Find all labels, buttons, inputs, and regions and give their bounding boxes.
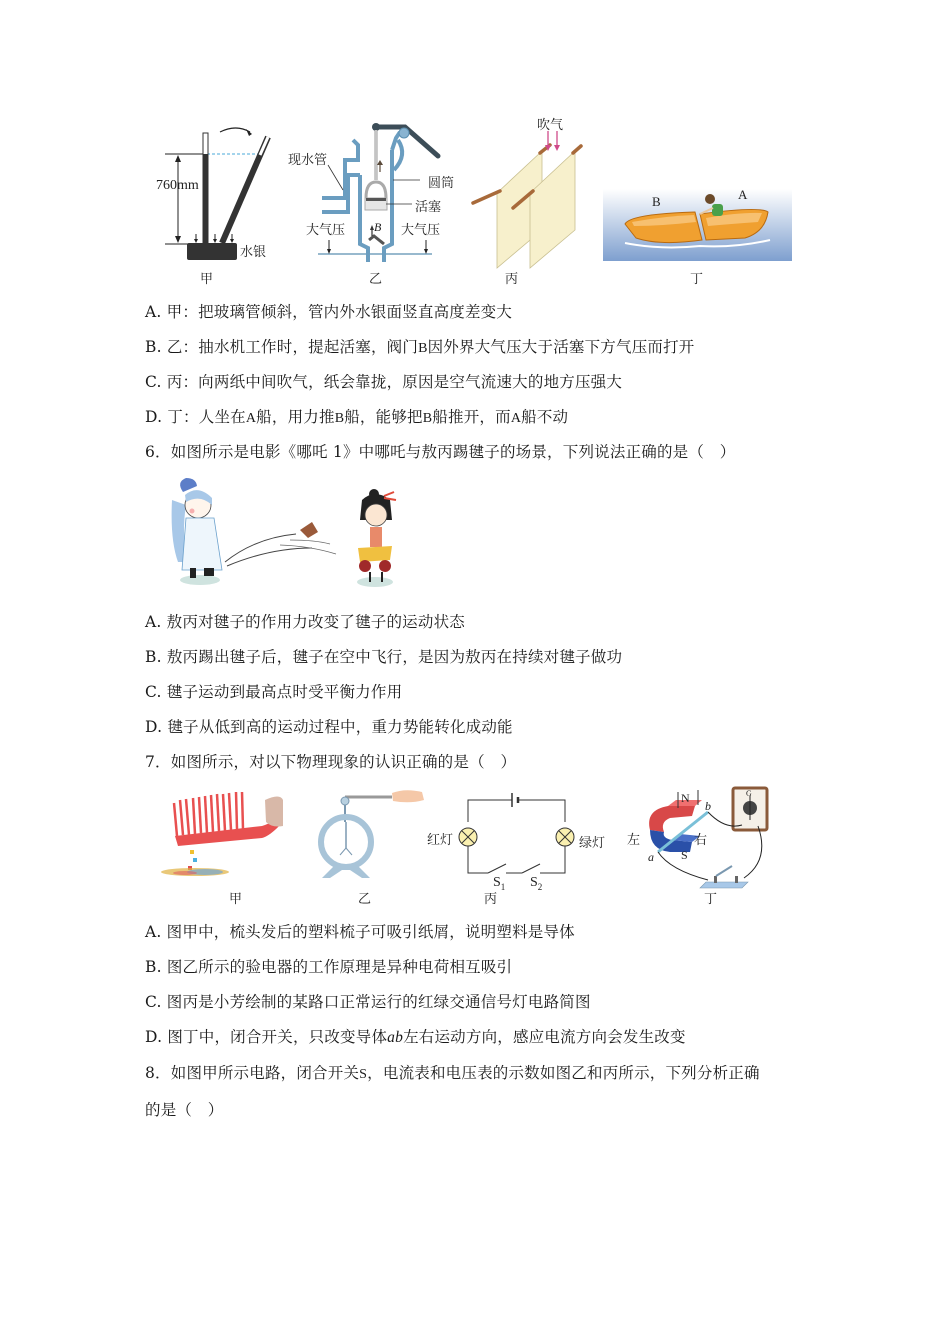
q6-option-d: D. 毽子从低到高的运动过程中，重力势能转化成动能: [145, 718, 513, 736]
atm-left-label: 大气压: [306, 223, 346, 238]
left-label: 左: [627, 833, 641, 848]
wire-a-label: a: [648, 850, 654, 864]
caption-jia: 甲: [200, 272, 214, 287]
valve-label: B: [374, 220, 382, 234]
q8-stem-line2: 的是（ ）: [145, 1101, 224, 1119]
q8-stem: 8．如图甲所示电路，闭合开关S，电流表和电压表的示数如图乙和丙所示，下列分析正确: [145, 1064, 760, 1082]
q7-option-b: B. 图乙所示的验电器的工作原理是异种电荷相互吸引: [145, 958, 513, 976]
galvanometer-label: G: [746, 789, 752, 798]
wire-b-label: b: [705, 799, 711, 813]
boat-b-label: B: [652, 194, 661, 209]
height-label: 760mm: [156, 178, 199, 193]
magnet-n-label: N: [681, 791, 690, 805]
boat-a-label: A: [738, 187, 748, 202]
caption-q7-jia: 甲: [229, 892, 243, 907]
q6-option-b: B. 敖丙踢出毽子后，毽子在空中飞行，是因为敖丙在持续对毽子做功: [145, 648, 623, 666]
q7-option-d: D. 图丁中，闭合开关，只改变导体ab左右运动方向，感应电流方向会发生改变: [145, 1028, 686, 1046]
magnet-s-label: S: [681, 848, 688, 862]
caption-yi: 乙: [369, 272, 383, 287]
caption-q7-ding: 丁: [704, 892, 718, 907]
switch-s2-label: $S_2$: [530, 875, 543, 892]
q6-option-c: C. 毽子运动到最高点时受平衡力作用: [145, 683, 403, 701]
switch-s1-label: $S_1$: [493, 875, 506, 892]
q5-option-d: D. 丁：人坐在A船，用力推B船，能够把B船推开，而A船不动: [145, 408, 569, 426]
q6-option-a: A. 敖丙对毽子的作用力改变了毽子的运动状态: [145, 613, 465, 631]
caption-q7-yi: 乙: [358, 892, 372, 907]
q7-option-c: C. 图丙是小芳绘制的某路口正常运行的红绿交通信号灯电路简图: [145, 993, 591, 1011]
q7-option-a: A. 图甲中，梳头发后的塑料梳子可吸引纸屑，说明塑料是导体: [145, 923, 575, 941]
red-lamp-label: 红灯: [427, 833, 454, 848]
cylinder-label: 圆筒: [428, 176, 455, 191]
q5-option-c: C. 丙：向两纸中间吹气，纸会靠拢，原因是空气流速大的地方压强大: [145, 373, 623, 391]
q5-option-a: A. 甲：把玻璃管倾斜，管内外水银面竖直高度差变大: [145, 303, 513, 321]
green-lamp-label: 绿灯: [579, 836, 606, 851]
caption-q7-bing: 丙: [484, 892, 498, 907]
caption-bing: 丙: [505, 272, 519, 287]
q7-stem: 7．如图所示，对以下物理现象的认识正确的是（ ）: [145, 753, 517, 771]
right-label: 右: [694, 833, 708, 848]
atm-right-label: 大气压: [401, 223, 441, 238]
caption-ding: 丁: [690, 272, 704, 287]
pipe-label: 现水管: [288, 153, 328, 168]
blow-label: 吹气: [537, 118, 564, 133]
q6-stem: 6．如图所示是电影《哪吒 1》中哪吒与敖丙踢毽子的场景，下列说法正确的是（ ）: [145, 443, 736, 461]
piston-label: 活塞: [415, 200, 442, 215]
mercury-label: 水银: [240, 245, 267, 260]
q5-option-b: B. 乙：抽水机工作时，提起活塞，阀门B因外界大气压大于活塞下方气压而打开: [145, 338, 695, 356]
